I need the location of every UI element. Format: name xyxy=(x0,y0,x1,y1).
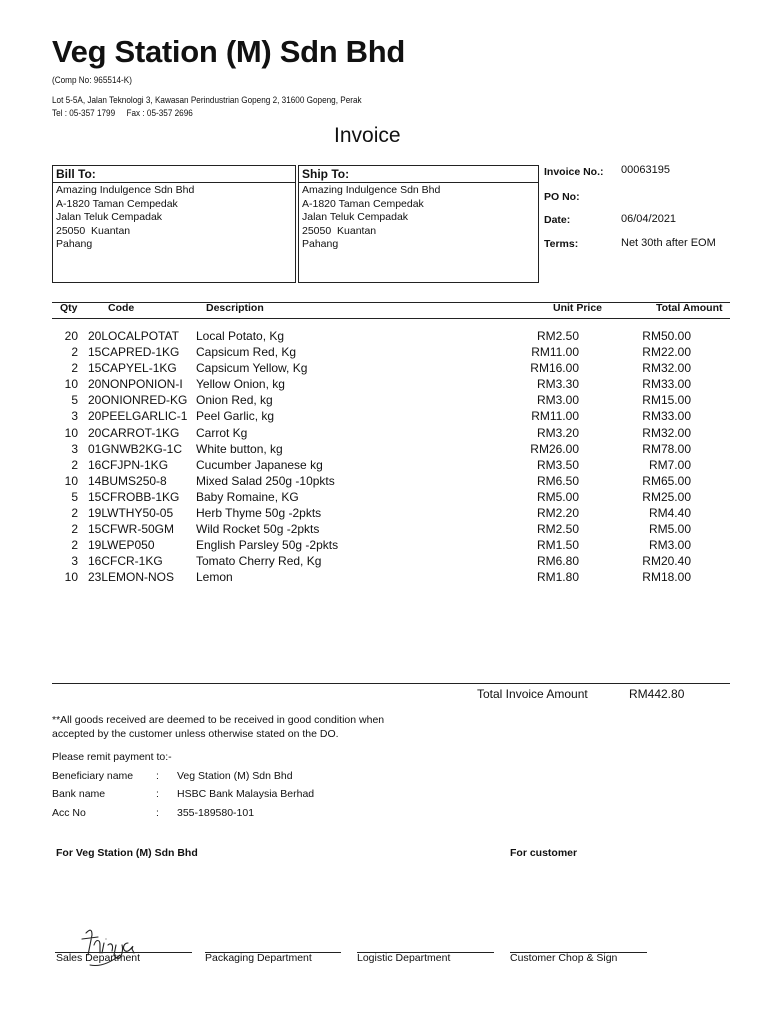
row-unit-price: RM2.50 xyxy=(536,329,579,343)
table-row xyxy=(0,490,768,506)
ship-to-divider xyxy=(299,182,538,183)
row-unit-price: RM11.00 xyxy=(531,345,579,360)
company-address: Lot 5-5A, Jalan Teknologi 3, Kawasan Perindustrian Gopeng 2, 31600 Gopeng, Perak xyxy=(52,95,362,106)
row-total: RM20.40 xyxy=(642,554,691,569)
row-qty: 5 xyxy=(71,393,78,408)
goods-condition-note xyxy=(52,714,384,741)
row-qty: 10 xyxy=(64,570,78,585)
row-description: Carrot Kg xyxy=(196,425,248,440)
column-header-description: Description xyxy=(206,302,264,314)
invoice-no-value: 00063195 xyxy=(621,164,670,176)
row-total: RM15.00 xyxy=(642,393,691,408)
row-qty: 5 xyxy=(71,489,78,504)
row-code: 20LOCALPOTAT xyxy=(88,329,179,343)
account-number-colon: : xyxy=(156,807,159,819)
bill-to-address xyxy=(56,184,194,252)
table-top-rule xyxy=(52,302,730,303)
bill-to-divider xyxy=(53,182,295,183)
table-header-rule xyxy=(52,318,730,319)
company-registration-number: (Comp No: 965514-K) xyxy=(52,75,132,86)
column-header-code: Code xyxy=(108,302,135,314)
for-company-label: For Veg Station (M) Sdn Bhd xyxy=(56,847,198,859)
row-unit-price: RM2.50 xyxy=(536,522,579,537)
row-total: RM32.00 xyxy=(642,361,691,376)
row-code: 20ONIONRED-KG xyxy=(88,393,188,408)
row-qty: 2 xyxy=(71,506,78,521)
row-unit-price: RM3.30 xyxy=(536,377,579,392)
row-qty: 10 xyxy=(64,473,78,488)
row-qty: 3 xyxy=(71,441,78,456)
row-code: 15CAPYEL-1KG xyxy=(88,361,177,376)
table-row xyxy=(0,377,768,393)
date-label: Date: xyxy=(544,214,571,226)
row-description: White button, kg xyxy=(196,441,283,456)
bill-to-line: 25050 Kuantan xyxy=(56,224,131,237)
account-number-value: 355-189580-101 xyxy=(177,807,255,819)
row-description: Cucumber Japanese kg xyxy=(196,457,323,472)
beneficiary-value: Veg Station (M) Sdn Bhd xyxy=(177,770,293,782)
remit-heading: Please remit payment to:- xyxy=(52,751,172,763)
row-qty: 10 xyxy=(64,425,78,440)
row-code: 16CFJPN-1KG xyxy=(88,457,169,472)
row-qty: 2 xyxy=(71,345,78,360)
row-description: Capsicum Yellow, Kg xyxy=(196,361,308,376)
ship-to-line: A-1820 Taman Cempedak xyxy=(302,197,424,210)
row-code: 20CARROT-1KG xyxy=(88,425,180,440)
table-row xyxy=(0,506,768,522)
bill-to-heading: Bill To: xyxy=(56,167,96,181)
row-description: Tomato Cherry Red, Kg xyxy=(196,554,322,569)
row-code: 15CAPRED-1KG xyxy=(88,345,180,360)
total-invoice-amount-label: Total Invoice Amount xyxy=(477,687,588,701)
row-total: RM7.00 xyxy=(648,457,691,472)
row-total: RM22.00 xyxy=(642,345,691,360)
row-qty: 3 xyxy=(71,409,78,424)
ship-to-line: Pahang xyxy=(302,238,339,250)
company-fax: Fax : 05-357 2696 xyxy=(126,108,193,119)
column-header-total-amount: Total Amount xyxy=(656,302,723,314)
row-code: 23LEMON-NOS xyxy=(88,570,175,585)
row-qty: 10 xyxy=(64,377,78,392)
total-invoice-amount-value: RM442.80 xyxy=(629,687,685,701)
table-row xyxy=(0,409,768,425)
table-row xyxy=(0,426,768,442)
row-unit-price: RM1.50 xyxy=(536,538,579,553)
row-total: RM4.40 xyxy=(648,506,691,521)
ship-to-address xyxy=(302,184,440,252)
table-row xyxy=(0,538,768,554)
table-row xyxy=(0,570,768,586)
company-tel: Tel : 05-357 1799 xyxy=(52,108,116,119)
account-number-label: Acc No xyxy=(52,807,86,819)
row-description: Capsicum Red, Kg xyxy=(196,345,297,360)
row-qty: 3 xyxy=(71,554,78,569)
row-code: 20PEELGARLIC-1 xyxy=(88,409,188,424)
note-line: **All goods received are deemed to be received in good condition when xyxy=(52,714,385,726)
po-no-label: PO No: xyxy=(544,191,580,203)
sales-department-label: Sales Department xyxy=(56,952,141,964)
company-contact xyxy=(52,108,193,119)
row-code: 19LWTHY50-05 xyxy=(88,506,174,521)
document-title: Invoice xyxy=(334,124,401,147)
invoice-no-label: Invoice No.: xyxy=(544,166,604,178)
ship-to-line: 25050 Kuantan xyxy=(302,224,377,237)
row-unit-price: RM3.20 xyxy=(536,425,579,440)
column-header-unit-price: Unit Price xyxy=(553,302,603,314)
row-total: RM78.00 xyxy=(642,441,691,456)
row-unit-price: RM6.50 xyxy=(536,473,579,488)
table-row xyxy=(0,522,768,538)
row-qty: 2 xyxy=(71,522,78,537)
table-row xyxy=(0,442,768,458)
row-description: Baby Romaine, KG xyxy=(196,489,299,504)
bank-name-colon: : xyxy=(156,788,159,800)
row-total: RM33.00 xyxy=(642,409,691,424)
row-description: Yellow Onion, kg xyxy=(196,377,285,392)
column-header-qty: Qty xyxy=(60,302,78,314)
table-row xyxy=(0,345,768,361)
row-code: 16CFCR-1KG xyxy=(88,554,163,569)
row-description: Herb Thyme 50g -2pkts xyxy=(196,506,322,521)
table-row xyxy=(0,554,768,570)
row-description: Wild Rocket 50g -2pkts xyxy=(196,522,320,537)
ship-to-box xyxy=(298,165,539,283)
bill-to-line: A-1820 Taman Cempedak xyxy=(56,197,178,210)
table-row xyxy=(0,458,768,474)
row-unit-price: RM26.00 xyxy=(530,441,579,456)
row-unit-price: RM11.00 xyxy=(531,409,579,424)
table-row xyxy=(0,474,768,490)
row-unit-price: RM6.80 xyxy=(536,554,579,569)
bill-to-line: Pahang xyxy=(56,238,93,250)
row-unit-price: RM1.80 xyxy=(536,570,579,585)
row-description: English Parsley 50g -2pkts xyxy=(196,538,339,553)
row-total: RM50.00 xyxy=(642,329,691,343)
ship-to-heading: Ship To: xyxy=(302,167,350,181)
line-items xyxy=(0,329,768,587)
row-total: RM32.00 xyxy=(642,425,691,440)
bank-name-value: HSBC Bank Malaysia Berhad xyxy=(177,788,315,800)
signature-text: thirya xyxy=(80,925,83,926)
row-code: 19LWEP050 xyxy=(88,538,155,553)
beneficiary-colon: : xyxy=(156,770,159,782)
date-value: 06/04/2021 xyxy=(621,213,677,225)
row-total: RM18.00 xyxy=(642,570,691,585)
beneficiary-label: Beneficiary name xyxy=(52,770,134,782)
table-row xyxy=(0,393,768,409)
row-code: 15CFWR-50GM xyxy=(88,522,175,537)
bank-name-label: Bank name xyxy=(52,788,106,800)
row-unit-price: RM5.00 xyxy=(536,489,579,504)
note-line: accepted by the customer unless otherwise stated on the DO. xyxy=(52,727,339,740)
company-name: Veg Station (M) Sdn Bhd xyxy=(52,34,406,69)
row-total: RM65.00 xyxy=(642,473,691,488)
for-customer-label: For customer xyxy=(510,847,578,859)
row-unit-price: RM2.20 xyxy=(536,506,579,521)
row-code: 01GNWB2KG-1C xyxy=(88,441,183,456)
bill-to-line: Amazing Indulgence Sdn Bhd xyxy=(56,184,195,196)
row-description: Local Potato, Kg xyxy=(196,329,285,343)
row-description: Mixed Salad 250g -10pkts xyxy=(196,473,335,488)
row-code: 20NONPONION-I xyxy=(88,377,183,392)
ship-to-line: Amazing Indulgence Sdn Bhd xyxy=(302,184,441,196)
row-unit-price: RM3.00 xyxy=(536,393,579,408)
bill-to-box xyxy=(52,165,296,283)
row-total: RM3.00 xyxy=(648,538,691,553)
row-code: 15CFROBB-1KG xyxy=(88,489,180,504)
row-unit-price: RM16.00 xyxy=(530,361,579,376)
row-total: RM33.00 xyxy=(642,377,691,392)
table-bottom-rule xyxy=(52,683,730,684)
terms-label: Terms: xyxy=(544,238,579,250)
terms-value: Net 30th after EOM xyxy=(621,237,716,249)
packaging-department-label: Packaging Department xyxy=(205,952,312,964)
row-qty: 2 xyxy=(71,457,78,472)
table-row xyxy=(0,329,768,345)
bill-to-line: Jalan Teluk Cempadak xyxy=(56,211,163,223)
row-qty: 2 xyxy=(71,538,78,553)
row-qty: 2 xyxy=(71,361,78,376)
ship-to-line: Jalan Teluk Cempadak xyxy=(302,211,409,223)
row-description: Peel Garlic, kg xyxy=(196,409,275,424)
row-total: RM25.00 xyxy=(642,489,691,504)
logistic-department-label: Logistic Department xyxy=(357,952,451,964)
row-description: Lemon xyxy=(196,570,233,585)
row-code: 14BUMS250-8 xyxy=(88,473,167,488)
table-row xyxy=(0,361,768,377)
row-total: RM5.00 xyxy=(648,522,691,537)
customer-chop-sign-label: Customer Chop & Sign xyxy=(510,952,618,964)
row-qty: 20 xyxy=(64,329,78,343)
row-unit-price: RM3.50 xyxy=(536,457,579,472)
row-description: Onion Red, kg xyxy=(196,393,273,408)
